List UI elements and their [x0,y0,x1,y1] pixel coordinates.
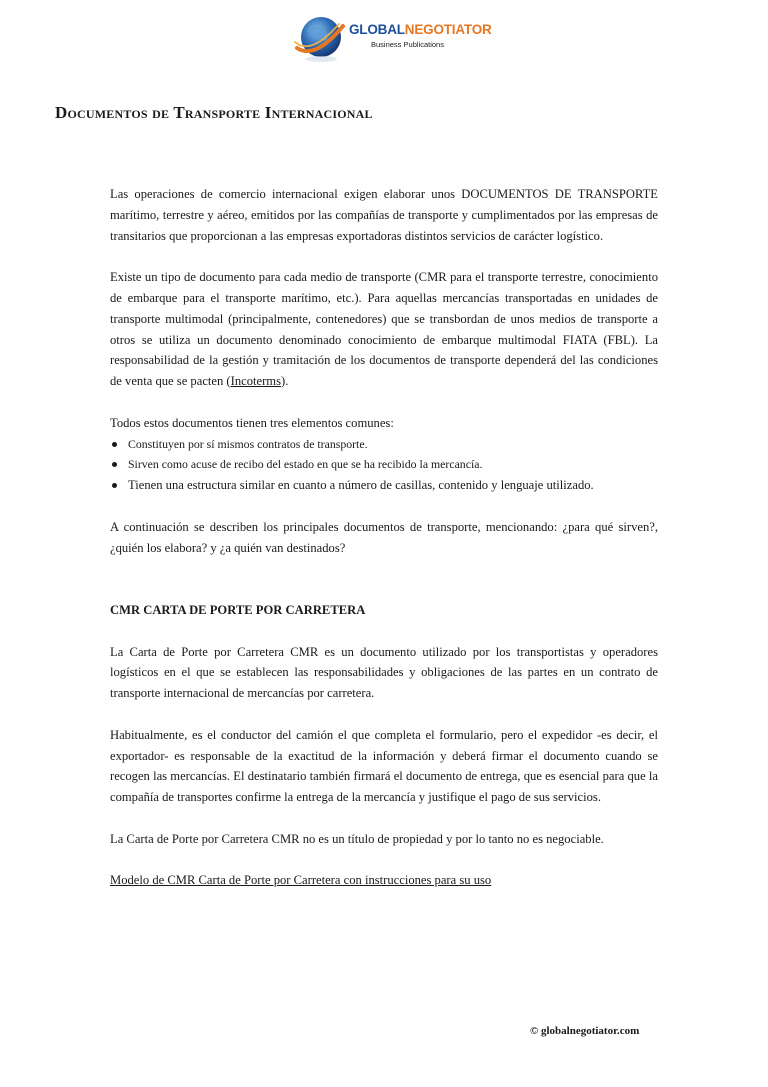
footer-copyright [530,1025,639,1037]
cmr-paragraph-2: Habitualmente, es el conductor del camión el que completa el formulario, pero el expedidor -es decir, el exportador- es responsable de la exactitud de la información y deberá firmar el documento cuando se recogen las mercancías. El destinatario también firmará el documento de entrega, que es esencial para que la compañía de transportes confirme la entrega de la mercancía y justifique el pago de sus servicios. [110,727,658,805]
incoterms-link[interactable]: Incoterms [230,374,281,389]
common-elements-intro: Todos estos documentos tienen tres elementos comunes: [110,415,394,430]
document-body [110,184,658,891]
cmr-model-link[interactable]: Modelo de CMR Carta de Porte por Carretera con instrucciones para su uso [110,873,492,888]
page-title: Documentos de Transporte Internacional [55,103,373,122]
cmr-paragraph-3: La Carta de Porte por Carretera CMR no es un título de propiedad y por lo tanto no es negociable. [110,831,604,846]
logo-wordmark: GLOBALNEGOTIATOR [349,22,492,37]
copyright-symbol: © [530,1025,539,1037]
cmr-paragraph-1: La Carta de Porte por Carretera CMR es un documento utilizado por los transportistas y operadores logísticos en el que se establecen las responsabilidades y obligaciones de las partes en un contrato de transporte internacional de mercancías por carretera. [110,644,658,701]
types-paragraph: Existe un tipo de documento para cada medio de transporte (CMR para el transporte terrestre, conocimiento de embarque para el transporte marítimo, etc.). Para aquellas mercancías transportadas en unidades de transporte multimodal (principalmente, contenedores) que se transbordan de unos medios de transporte a otros se utiliza un documento denominado conocimiento de embarque multimodal FIATA (FBL). La responsabilidad de la gestión y tramitación de los documentos de transporte dependerá del las condiciones de venta que se pacten (Incoterms). [110,270,658,389]
list-item: Sirven como acuse de recibo del estado en que se ha recibido la mercancía. [110,454,658,475]
common-elements-list [110,434,658,496]
logo-subtitle: Business Publications [371,40,444,49]
intro-paragraph: Las operaciones de comercio internacional exigen elaborar unos DOCUMENTOS DE TRANSPORTE marítimo, terrestre y aéreo, emitidos por las compañías de transporte y cumplimentados por las empresas de transitarios que proporcionan a las empresas exportadoras distintos servicios de carácter logístico. [110,187,658,243]
description-paragraph: A continuación se describen los principales documentos de transporte, mencionando: ¿para qué sirven?, ¿quién los elabora? y ¿a quién van destinados? [110,519,658,555]
cmr-section-title: CMR CARTA DE PORTE POR CARRETERA [110,602,366,617]
list-item: Constituyen por sí mismos contratos de transporte. [110,434,658,455]
list-item: Tienen una estructura similar en cuanto a número de casillas, contenido y lenguaje utilizado. [110,475,658,496]
globe-icon [293,12,347,64]
footer-site: globalnegotiator.com [540,1025,640,1037]
logo [293,12,493,64]
